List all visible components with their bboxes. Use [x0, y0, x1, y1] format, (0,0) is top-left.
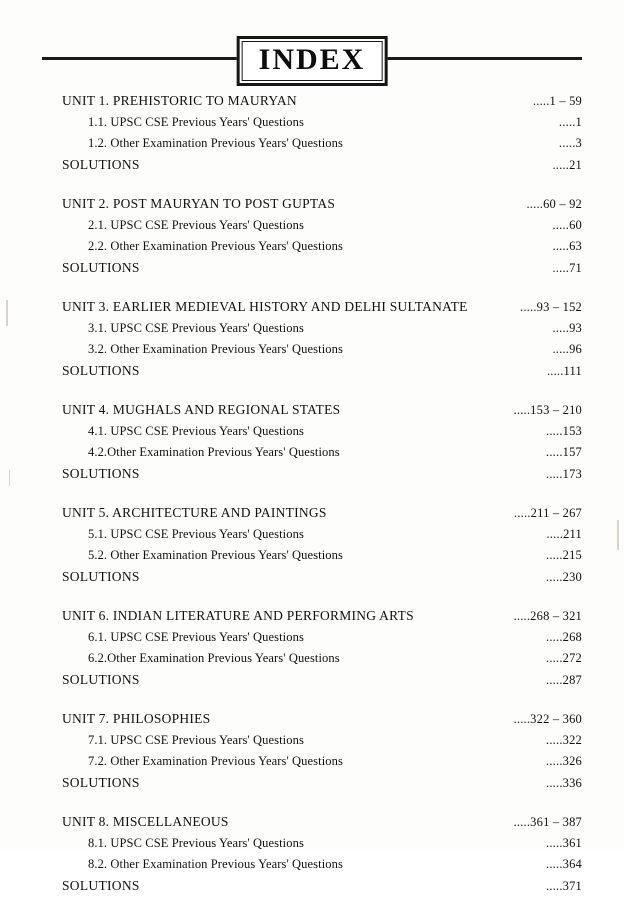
toc-unit-title: UNIT 6. INDIAN LITERATURE AND PERFORMING ARTS	[62, 608, 414, 623]
toc-subitem-pages: .....322	[546, 733, 582, 747]
toc-subitem-row[interactable]	[62, 318, 582, 339]
toc-subitem-label: 3.2. Other Examination Previous Years' Questions	[88, 342, 343, 356]
toc-subitem-label: 6.2.Other Examination Previous Years' Questions	[88, 651, 340, 665]
toc-subitem-pages: .....60	[552, 218, 582, 232]
toc-unit-block	[62, 296, 582, 382]
toc-unit-block	[62, 193, 582, 279]
toc-solutions-pages: .....230	[546, 570, 582, 584]
toc-unit-row[interactable]	[62, 811, 582, 833]
toc-subitem-pages: .....215	[546, 548, 582, 562]
toc-subitem-label: 8.2. Other Examination Previous Years' Questions	[88, 857, 343, 871]
toc-unit-title: UNIT 1. PREHISTORIC TO MAURYAN	[62, 93, 297, 108]
toc-unit-row[interactable]	[62, 708, 582, 730]
toc-unit-pages: .....60 – 92	[526, 197, 582, 211]
toc-subitem-label: 8.1. UPSC CSE Previous Years' Questions	[88, 836, 304, 850]
toc-subitem-row[interactable]	[62, 421, 582, 442]
toc-subitem-pages: .....1	[558, 115, 582, 129]
toc-subitem-row[interactable]	[62, 854, 582, 875]
toc-unit-block	[62, 811, 582, 897]
toc-subitem-label: 4.1. UPSC CSE Previous Years' Questions	[88, 424, 304, 438]
toc-subitem-pages: .....211	[546, 527, 582, 541]
title-rule-left	[42, 57, 242, 60]
toc-subitem-pages: .....157	[546, 445, 582, 459]
toc-solutions-pages: .....173	[546, 467, 582, 481]
toc-subitem-row[interactable]	[62, 524, 582, 545]
toc-unit-block	[62, 90, 582, 176]
toc-subitem-row[interactable]	[62, 215, 582, 236]
toc-unit-block	[62, 605, 582, 691]
toc-subitem-label: 1.1. UPSC CSE Previous Years' Questions	[88, 115, 304, 129]
toc-unit-block	[62, 502, 582, 588]
toc-solutions-row[interactable]	[62, 154, 582, 176]
toc-solutions-label: SOLUTIONS	[62, 775, 140, 790]
table-of-contents	[62, 90, 582, 914]
index-title-band	[42, 36, 582, 80]
toc-unit-pages: .....361 – 387	[513, 815, 582, 829]
toc-unit-title: UNIT 8. MISCELLANEOUS	[62, 814, 229, 829]
toc-unit-title: UNIT 4. MUGHALS AND REGIONAL STATES	[62, 402, 341, 417]
toc-subitem-label: 5.1. UPSC CSE Previous Years' Questions	[88, 527, 304, 541]
toc-subitem-label: 1.2. Other Examination Previous Years' Questions	[88, 136, 343, 150]
scan-artifact	[617, 520, 619, 550]
toc-solutions-row[interactable]	[62, 566, 582, 588]
toc-unit-row[interactable]	[62, 193, 582, 215]
toc-subitem-pages: .....3	[558, 136, 582, 150]
page-title: INDEX	[258, 43, 366, 76]
toc-subitem-pages: .....326	[546, 754, 582, 768]
toc-unit-title: UNIT 2. POST MAURYAN TO POST GUPTAS	[62, 196, 336, 211]
index-title-inner-border	[242, 41, 383, 81]
toc-solutions-pages: .....111	[546, 364, 582, 378]
toc-solutions-pages: .....336	[546, 776, 582, 790]
toc-subitem-pages: .....268	[546, 630, 582, 644]
toc-subitem-pages: .....361	[546, 836, 582, 850]
toc-solutions-pages: .....71	[552, 261, 582, 275]
toc-subitem-row[interactable]	[62, 730, 582, 751]
toc-subitem-label: 6.1. UPSC CSE Previous Years' Questions	[88, 630, 304, 644]
toc-unit-pages: .....211 – 267	[514, 506, 582, 520]
toc-solutions-row[interactable]	[62, 463, 582, 485]
toc-unit-block	[62, 399, 582, 485]
toc-subitem-label: 4.2.Other Examination Previous Years' Questions	[88, 445, 340, 459]
toc-subitem-pages: .....96	[552, 342, 582, 356]
toc-solutions-label: SOLUTIONS	[62, 569, 140, 584]
toc-subitem-row[interactable]	[62, 751, 582, 772]
toc-subitem-row[interactable]	[62, 442, 582, 463]
toc-subitem-row[interactable]	[62, 833, 582, 854]
toc-subitem-row[interactable]	[62, 339, 582, 360]
toc-unit-title: UNIT 5. ARCHITECTURE AND PAINTINGS	[62, 505, 327, 520]
toc-solutions-row[interactable]	[62, 875, 582, 897]
toc-subitem-label: 7.1. UPSC CSE Previous Years' Questions	[88, 733, 304, 747]
toc-solutions-label: SOLUTIONS	[62, 672, 140, 687]
toc-subitem-pages: .....272	[546, 651, 582, 665]
toc-subitem-label: 3.1. UPSC CSE Previous Years' Questions	[88, 321, 304, 335]
toc-subitem-pages: .....63	[552, 239, 582, 253]
toc-solutions-row[interactable]	[62, 360, 582, 382]
toc-unit-block	[62, 708, 582, 794]
toc-subitem-label: 7.2. Other Examination Previous Years' Questions	[88, 754, 343, 768]
toc-unit-pages: .....1 – 59	[532, 94, 582, 108]
toc-unit-pages: .....93 – 152	[520, 300, 582, 314]
toc-subitem-pages: .....153	[546, 424, 582, 438]
toc-subitem-pages: .....93	[552, 321, 582, 335]
scan-artifact	[6, 300, 8, 326]
toc-unit-row[interactable]	[62, 502, 582, 524]
toc-subitem-row[interactable]	[62, 627, 582, 648]
index-title-box	[237, 36, 388, 86]
toc-subitem-row[interactable]	[62, 133, 582, 154]
toc-solutions-pages: .....287	[546, 673, 582, 687]
toc-unit-row[interactable]	[62, 605, 582, 627]
toc-solutions-row[interactable]	[62, 772, 582, 794]
toc-subitem-row[interactable]	[62, 112, 582, 133]
toc-subitem-label: 2.2. Other Examination Previous Years' Questions	[88, 239, 343, 253]
toc-solutions-label: SOLUTIONS	[62, 466, 140, 481]
toc-unit-title: UNIT 7. PHILOSOPHIES	[62, 711, 211, 726]
toc-solutions-row[interactable]	[62, 669, 582, 691]
toc-unit-row[interactable]	[62, 296, 582, 318]
toc-subitem-pages: .....364	[546, 857, 582, 871]
toc-subitem-row[interactable]	[62, 648, 582, 669]
toc-solutions-label: SOLUTIONS	[62, 878, 140, 893]
toc-solutions-pages: .....371	[546, 879, 582, 893]
toc-solutions-label: SOLUTIONS	[62, 363, 140, 378]
toc-unit-pages: .....322 – 360	[513, 712, 582, 726]
toc-unit-row[interactable]	[62, 90, 582, 112]
toc-subitem-row[interactable]	[62, 545, 582, 566]
toc-solutions-label: SOLUTIONS	[62, 157, 140, 172]
toc-subitem-row[interactable]	[62, 236, 582, 257]
title-rule-right	[382, 57, 582, 60]
toc-unit-title: UNIT 3. EARLIER MEDIEVAL HISTORY AND DELHI SULTANATE	[62, 299, 468, 314]
scan-artifact	[9, 470, 10, 486]
toc-unit-row[interactable]	[62, 399, 582, 421]
toc-solutions-row[interactable]	[62, 257, 582, 279]
toc-unit-pages: .....153 – 210	[513, 403, 582, 417]
toc-solutions-pages: .....21	[552, 158, 582, 172]
toc-subitem-label: 5.2. Other Examination Previous Years' Questions	[88, 548, 343, 562]
toc-subitem-label: 2.1. UPSC CSE Previous Years' Questions	[88, 218, 304, 232]
toc-unit-pages: .....268 – 321	[513, 609, 582, 623]
toc-solutions-label: SOLUTIONS	[62, 260, 140, 275]
